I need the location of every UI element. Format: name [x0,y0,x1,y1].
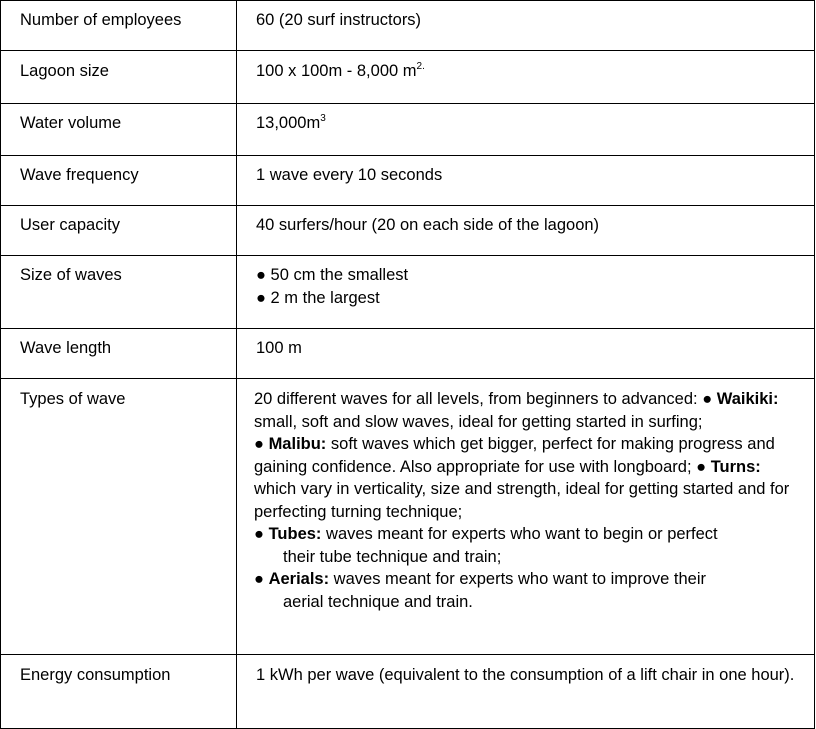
bullet-glyph: ● [254,570,269,588]
bullet-item [254,433,804,523]
wave-type-desc-cont: their tube technique and train; [283,547,502,566]
row-label: User capacity [1,206,237,256]
table-row [1,104,815,156]
wave-type-desc: waves meant for experts who want to begin or perfect [321,525,718,543]
row-label: Lagoon size [1,51,237,104]
wave-type-desc-cont: aerial technique and train. [283,592,473,611]
row-label: Number of employees [1,1,237,51]
row-label: Wave length [1,329,237,379]
table-row [1,1,815,51]
table-row [1,156,815,206]
table-row [1,379,815,655]
table-row [1,51,815,104]
row-label: Energy consumption [1,655,237,729]
table-row [1,206,815,256]
row-value: 1 wave every 10 seconds [237,156,815,206]
wave-type-desc: soft waves which get bigger, perfect for making progress and gaining confidence. Also appropriate for use with longboard; ● [254,435,775,476]
bullet-item [254,568,804,591]
types-intro: 20 different waves for all levels, from beginners to advanced: ● [254,390,713,408]
value-text: 13,000m [256,114,321,132]
row-label: Types of wave [1,379,237,655]
row-value: 40 surfers/hour (20 on each side of the lagoon) [237,206,815,256]
superscript: 3 [320,113,326,124]
row-value [237,104,815,156]
wave-type-turns: Turns: [710,457,761,476]
table-row [1,329,815,379]
row-value: 1 kWh per wave (equivalent to the consumption of a lift chair in one hour). [237,655,815,729]
wave-type-tubes: Tubes: [268,525,322,543]
bullet-item [254,523,804,546]
row-label: Water volume [1,104,237,156]
wave-type-desc: small, soft and slow waves, ideal for getting started in surfing; [254,412,703,431]
row-label: Size of waves [1,256,237,329]
bullet-item: ● 50 cm the smallest [256,266,409,284]
row-value [237,256,815,329]
bullet-glyph: ● [254,435,269,453]
value-text: 100 x 100m - 8,000 m [256,62,417,80]
wave-type-waikiki: Waikiki: [716,390,779,408]
table-row [1,655,815,729]
table-row [1,256,815,329]
row-value: 100 m [237,329,815,379]
row-value: 60 (20 surf instructors) [237,1,815,51]
bullet-item: ● 2 m the largest [256,288,380,307]
row-label: Wave frequency [1,156,237,206]
wave-type-desc: waves meant for experts who want to improve their [329,570,707,588]
superscript: 2. [416,61,425,72]
bullet-glyph: ● [254,525,269,543]
row-value [237,379,815,655]
wave-type-desc: which vary in verticality, size and strength, ideal for getting started and for perfecting turning technique; [254,480,790,521]
row-value [237,51,815,104]
wave-type-malibu: Malibu: [268,435,327,453]
wave-type-aerials: Aerials: [268,570,330,588]
